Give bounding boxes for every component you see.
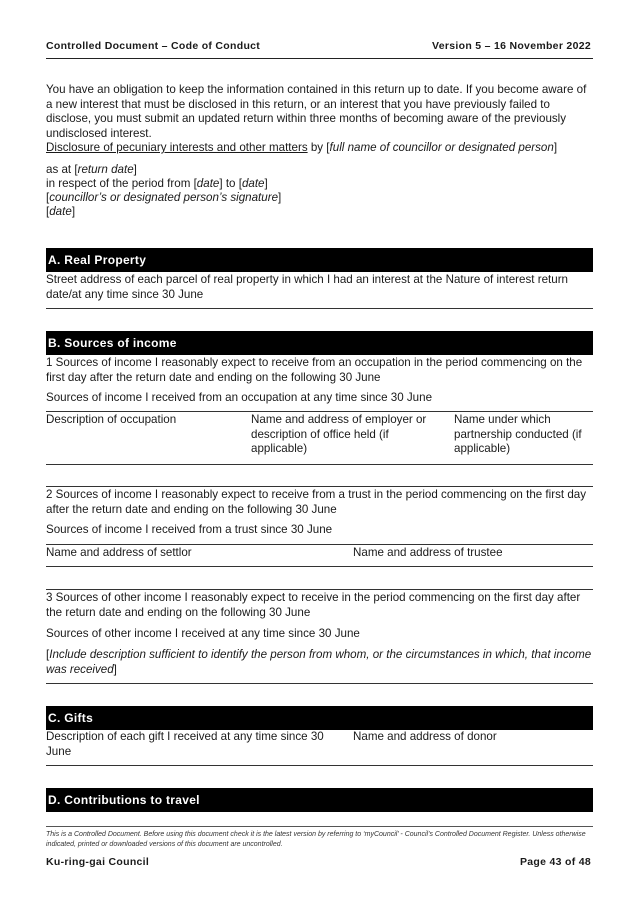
col-gift-description: Description of each gift I received at any time since 30 June (46, 730, 324, 758)
section-a-heading: A. Real Property (46, 248, 593, 272)
income-item-1: 1 Sources of income I reasonably expect to receive from an occupation in the period commencing on the first day after the return date and ending on the following 30 June (46, 356, 583, 384)
signature-placeholder: councillor’s or designated person’s signature (49, 191, 279, 204)
page-header (46, 40, 591, 58)
real-property-columns: Street address of each parcel of real property in which I had an interest at the Nature of interest return date/at any time since 30 June (46, 273, 569, 301)
as-at-line: as at [return date] (46, 163, 137, 176)
trust-table-top-rule (46, 544, 593, 545)
item-3-top-rule (46, 589, 593, 590)
income-item-3-note: [Include description sufficient to identify the person from whom, or the circumstances in which, that income was received] (46, 648, 592, 676)
signature-line: [councillor’s or designated person’s signature] (46, 191, 282, 204)
col-settlor: Name and address of settlor (46, 546, 192, 559)
period-to-placeholder: date (241, 177, 265, 190)
return-date-placeholder: return date (77, 163, 134, 176)
col-employer: Name and address of employer or description of office held (if applicable) (251, 413, 427, 456)
income-item-2: 2 Sources of income I reasonably expect to receive from a trust in the period commencing on the first day after the return date and ending on the following 30 June (46, 488, 587, 516)
trust-table-bottom-rule (46, 566, 593, 567)
disclosure-title-line: Disclosure of pecuniary interests and other matters by [full name of councillor or designated person] (46, 141, 558, 154)
date-line: [date] (46, 205, 76, 218)
col-occupation: Description of occupation (46, 413, 177, 426)
section-b-heading: B. Sources of income (46, 331, 593, 355)
occupation-table-bottom-rule (46, 464, 593, 465)
col-partnership: Name under which partnership conducted (if applicable) (454, 413, 582, 456)
disclosure-name-placeholder: full name of councillor or designated person (329, 141, 554, 154)
section-d-heading: D. Contributions to travel (46, 788, 593, 812)
footer-divider (46, 826, 593, 827)
section-a-rule (46, 308, 593, 309)
page-number: Page 43 of 48 (519, 856, 591, 868)
income-item-1-subheading: Sources of income I received from an occupation at any time since 30 June (46, 391, 433, 404)
section-c-rule (46, 765, 593, 766)
obligation-paragraph: You have an obligation to keep the information contained in this return up to date. If you become aware of a new interest that must be disclosed in this return, or an interest that you have previously failed to disclose, you must submit an updated return within three months of becoming aware of the previously undisclosed interest. (46, 83, 587, 140)
header-divider (46, 58, 593, 59)
col-donor: Name and address of donor (353, 730, 497, 743)
period-line: in respect of the period from [date] to [date] (46, 177, 268, 190)
organisation-name: Ku-ring-gai Council (46, 856, 150, 868)
header-title: Controlled Document – Code of Conduct (46, 40, 261, 52)
controlled-document-disclaimer: This is a Controlled Document. Before using this document check it is the latest version by referring to ‘myCouncil’ - Council’s Controlled Document Register. Unless otherwise indicated, printed or downloaded versions of this document are uncontrolled. (46, 831, 586, 848)
period-from-placeholder: date (196, 177, 220, 190)
occupation-table-top-rule (46, 411, 593, 412)
section-c-heading: C. Gifts (46, 706, 593, 730)
section-b-end-rule (46, 683, 593, 684)
date-placeholder: date (49, 205, 72, 218)
item-2-top-rule (46, 486, 593, 487)
disclosure-title: Disclosure of pecuniary interests and other matters (46, 141, 308, 154)
income-item-3-subheading: Sources of other income I received at any time since 30 June (46, 627, 360, 640)
header-version: Version 5 – 16 November 2022 (432, 40, 591, 52)
income-item-2-subheading: Sources of income I received from a trust since 30 June (46, 523, 333, 536)
col-trustee: Name and address of trustee (353, 546, 503, 559)
income-item-3: 3 Sources of other income I reasonably expect to receive in the period commencing on the first day after the return date and ending on the following 30 June (46, 591, 581, 619)
